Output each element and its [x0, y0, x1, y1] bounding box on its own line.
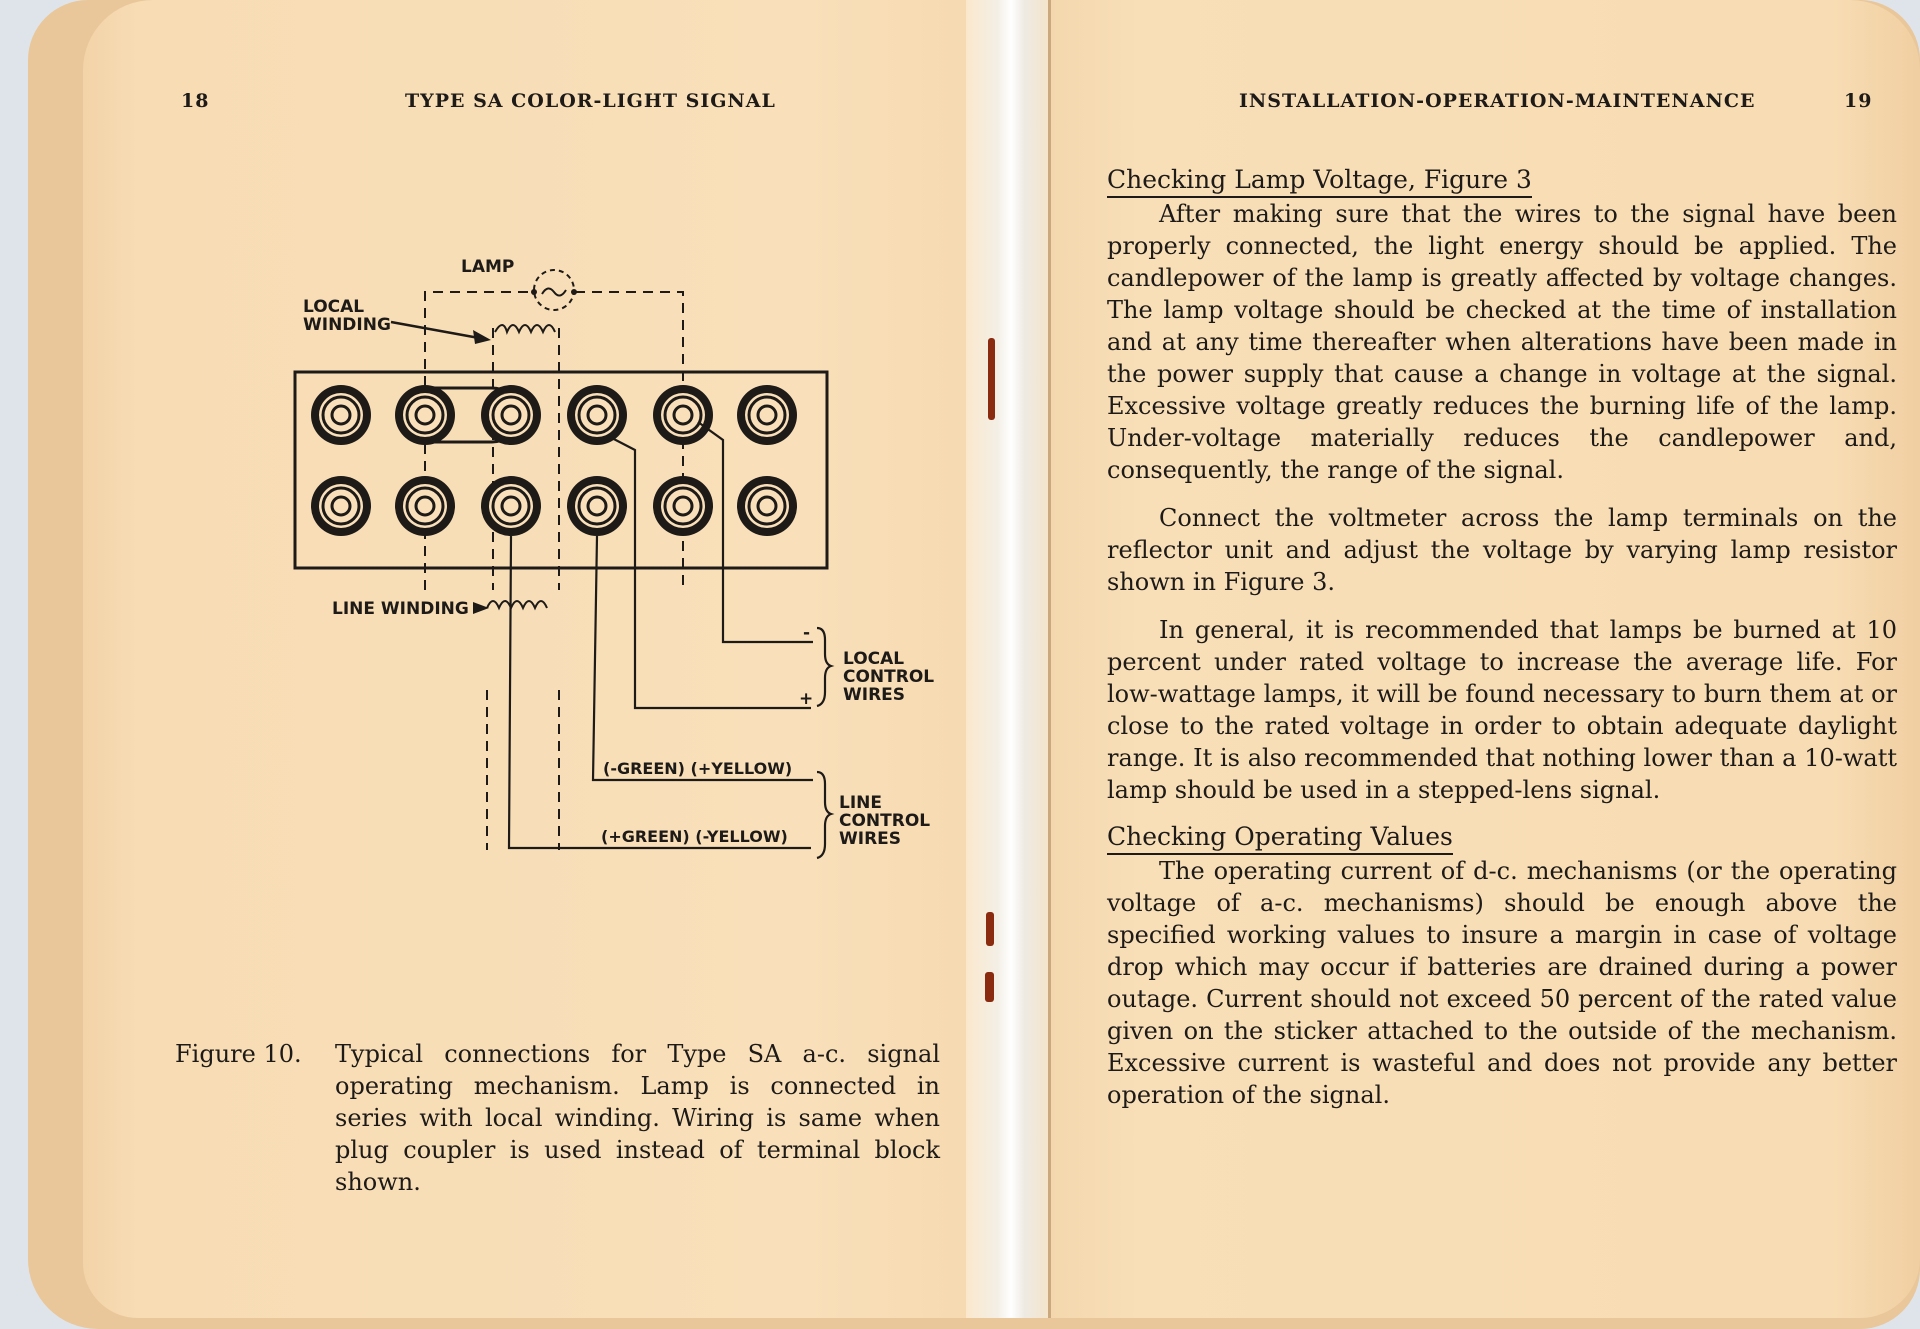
open-book	[28, 0, 1920, 1329]
minus-sign: -	[803, 623, 811, 643]
book-gutter	[966, 0, 1056, 1318]
paragraph-4: The operating current of d-c. mechanisms (or the operating voltage of a-c. mechanisms) should be enough above the specified working values to insure a margin in case of voltage drop which may occur if batteries are drained during a power outage. Current should not exceed 50 percent of the rated value given on the sticker attached to the outside of the mechanism. Excessive current is wasteful and does not provide any better operation of the signal.	[1107, 857, 1897, 1109]
line-control-label-2: CONTROL	[839, 811, 931, 831]
local-winding-label-1: LOCAL	[303, 297, 365, 317]
left-running-head: TYPE SA COLOR-LIGHT SIGNAL	[405, 90, 776, 112]
stain-mark	[988, 338, 995, 420]
right-running-head: INSTALLATION-OPERATION-MAINTENANCE	[1239, 90, 1756, 112]
line-control-label-1: LINE	[839, 793, 882, 813]
paragraph-2: Connect the voltmeter across the lamp terminals on the reflector unit and adjust the voltage by varying lamp resistor shown in Figure 3.	[1107, 504, 1897, 596]
line-control-wire-bottom	[509, 536, 814, 848]
wiring-diagram	[203, 250, 935, 900]
paragraph-1: After making sure that the wires to the signal have been properly connected, the light energy should be applied. The candlepower of the lamp is greatly affected by voltage changes. The lamp voltage should be checked at the time of installation and at any time thereafter when alterations have been made in the power supply that cause a change in voltage at the signal. Excessive voltage greatly reduces the burning life of the lamp. Under-voltage materially reduces the candlepower and, consequently, the range of the signal.	[1107, 200, 1897, 484]
heading-checking-lamp-voltage: Checking Lamp Voltage, Figure 3	[1107, 165, 1532, 198]
right-text-column	[1107, 164, 1897, 1111]
paragraph-3: In general, it is recommended that lamps be burned at 10 percent under rated voltage to increase the average life. For low-wattage lamps, it will be found necessary to burn them at or close to the rated voltage in order to obtain adequate daylight range. It is also recommended that nothing lower than a 10-watt lamp should be used in a stepped-lens signal.	[1107, 616, 1897, 804]
local-control-label-1: LOCAL	[843, 649, 905, 669]
plus-sign: +	[799, 689, 814, 709]
local-control-label-3: WIRES	[843, 685, 906, 705]
line-winding-label: LINE WINDING	[332, 599, 469, 619]
line-wire-bottom-label: (+GREEN) (-YELLOW)	[601, 827, 788, 846]
right-page	[1051, 0, 1920, 1318]
line-winding-coil-icon	[487, 601, 547, 608]
local-winding-coil-icon	[495, 325, 555, 332]
stain-mark	[985, 972, 994, 1002]
lamp-symbol-icon	[534, 270, 574, 310]
figure-caption-text: Typical connections for Type SA a-c. signal operating mechanism. Lamp is connected in series with local winding. Wiring is same when plug coupler is used instead of terminal block shown.	[335, 1040, 940, 1196]
line-control-wire-top	[593, 536, 813, 780]
right-page-number: 19	[1844, 90, 1873, 112]
heading-checking-operating-values: Checking Operating Values	[1107, 822, 1453, 855]
left-page-number: 18	[181, 90, 210, 112]
line-wire-top-label: (-GREEN) (+YELLOW)	[603, 759, 793, 778]
terminal-row-top	[311, 385, 797, 445]
left-page	[83, 0, 983, 1318]
local-winding-label-2: WINDING	[303, 315, 391, 335]
local-control-label-2: CONTROL	[843, 667, 935, 687]
line-control-label-3: WIRES	[839, 829, 902, 849]
stain-mark	[986, 912, 994, 946]
lamp-label: LAMP	[461, 257, 515, 277]
local-control-wire-plus	[608, 436, 814, 709]
figure-label: Figure 10.	[175, 1040, 302, 1068]
